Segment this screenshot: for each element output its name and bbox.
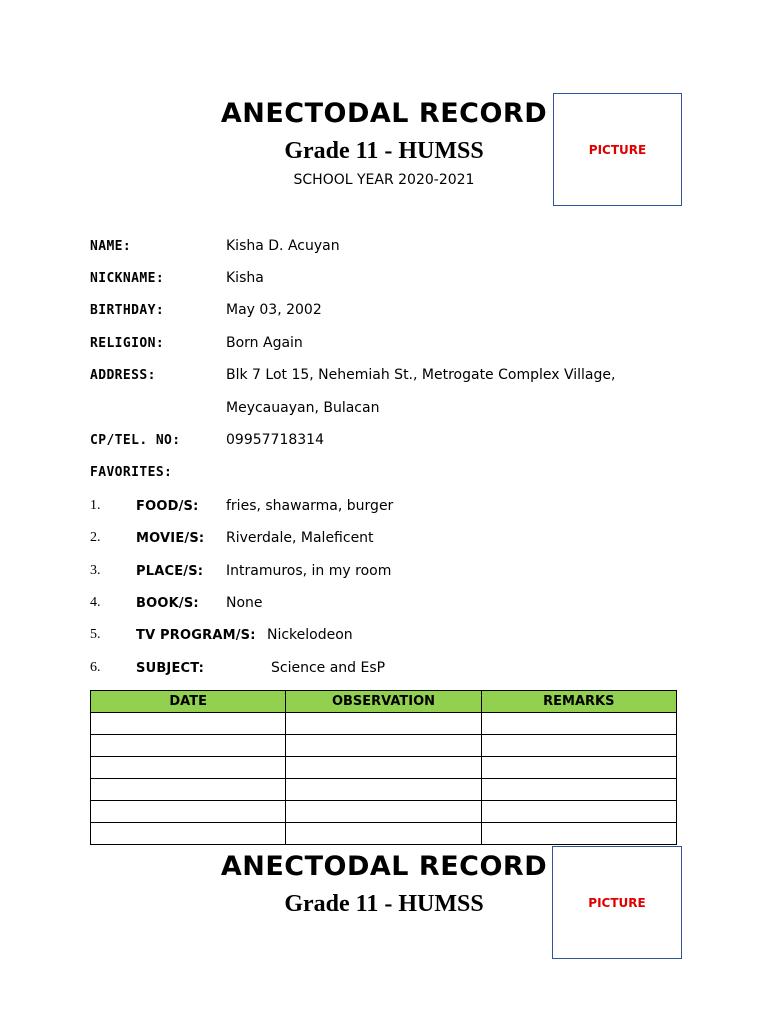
religion-value: Born Again (226, 335, 303, 351)
nickname-value: Kisha (226, 270, 264, 286)
date-cell[interactable] (91, 779, 286, 801)
birthday-label: BIRTHDAY: (90, 303, 165, 318)
date-cell[interactable] (91, 823, 286, 845)
nickname-label: NICKNAME: (90, 271, 165, 286)
table-row (91, 801, 677, 823)
second-picture-placeholder (552, 846, 682, 959)
second-picture-label: PICTURE (588, 895, 646, 910)
favorite-value-book: None (226, 595, 263, 611)
observation-cell[interactable] (286, 801, 481, 823)
date-cell[interactable] (91, 735, 286, 757)
table-header-row (91, 691, 677, 713)
favorite-number: 1. (90, 498, 101, 513)
observation-cell[interactable] (286, 735, 481, 757)
name-value: Kisha D. Acuyan (226, 238, 340, 254)
remarks-cell[interactable] (481, 823, 676, 845)
table-row (91, 735, 677, 757)
birthday-value: May 03, 2002 (226, 302, 322, 318)
date-cell[interactable] (91, 801, 286, 823)
date-header: DATE (91, 691, 286, 713)
address-line-2: Meycauayan, Bulacan (226, 400, 380, 416)
phone-label: CP/TEL. NO: (90, 433, 181, 448)
table-row (91, 757, 677, 779)
date-cell[interactable] (91, 713, 286, 735)
favorites-label: FAVORITES: (90, 465, 173, 480)
favorite-number: 3. (90, 563, 101, 578)
favorite-label-book: BOOK/S: (136, 596, 199, 611)
favorite-number: 2. (90, 530, 101, 545)
favorite-label-tv-program: TV PROGRAM/S: (136, 628, 256, 643)
remarks-cell[interactable] (481, 801, 676, 823)
favorite-value-tv-program: Nickelodeon (267, 627, 353, 643)
favorite-value-subject: Science and EsP (271, 660, 386, 676)
observation-cell[interactable] (286, 779, 481, 801)
observation-cell[interactable] (286, 713, 481, 735)
religion-label: RELIGION: (90, 336, 165, 351)
school-year: SCHOOL YEAR 2020-2021 (293, 172, 475, 188)
favorite-value-movie: Riverdale, Maleficent (226, 530, 374, 546)
observation-cell[interactable] (286, 823, 481, 845)
favorite-label-food: FOOD/S: (136, 499, 199, 514)
second-grade-heading: Grade 11 - HUMSS (284, 891, 484, 917)
remarks-cell[interactable] (481, 713, 676, 735)
address-line-1: Blk 7 Lot 15, Nehemiah St., Metrogate Complex Village, (226, 367, 616, 383)
observation-cell[interactable] (286, 757, 481, 779)
favorite-label-place: PLACE/S: (136, 564, 204, 579)
phone-value: 09957718314 (226, 432, 324, 448)
favorite-value-place: Intramuros, in my room (226, 563, 392, 579)
second-record-title: ANECTODAL RECORD (220, 851, 548, 882)
remarks-header: REMARKS (481, 691, 676, 713)
remarks-cell[interactable] (481, 735, 676, 757)
observation-table (90, 690, 677, 845)
favorite-value-food: fries, shawarma, burger (226, 498, 394, 514)
observation-header: OBSERVATION (286, 691, 481, 713)
favorite-number: 6. (90, 660, 101, 675)
favorite-label-movie: MOVIE/S: (136, 531, 205, 546)
address-label: ADDRESS: (90, 368, 156, 383)
table-row (91, 823, 677, 845)
remarks-cell[interactable] (481, 757, 676, 779)
record-title: ANECTODAL RECORD (220, 98, 548, 129)
favorite-label-subject: SUBJECT: (136, 661, 205, 676)
grade-heading: Grade 11 - HUMSS (284, 138, 484, 164)
table-row (91, 779, 677, 801)
picture-label: PICTURE (588, 142, 647, 157)
name-label: NAME: (90, 239, 132, 254)
remarks-cell[interactable] (481, 779, 676, 801)
date-cell[interactable] (91, 757, 286, 779)
table-row (91, 713, 677, 735)
favorite-number: 4. (90, 595, 101, 610)
picture-placeholder (553, 93, 682, 206)
favorite-number: 5. (90, 627, 101, 642)
